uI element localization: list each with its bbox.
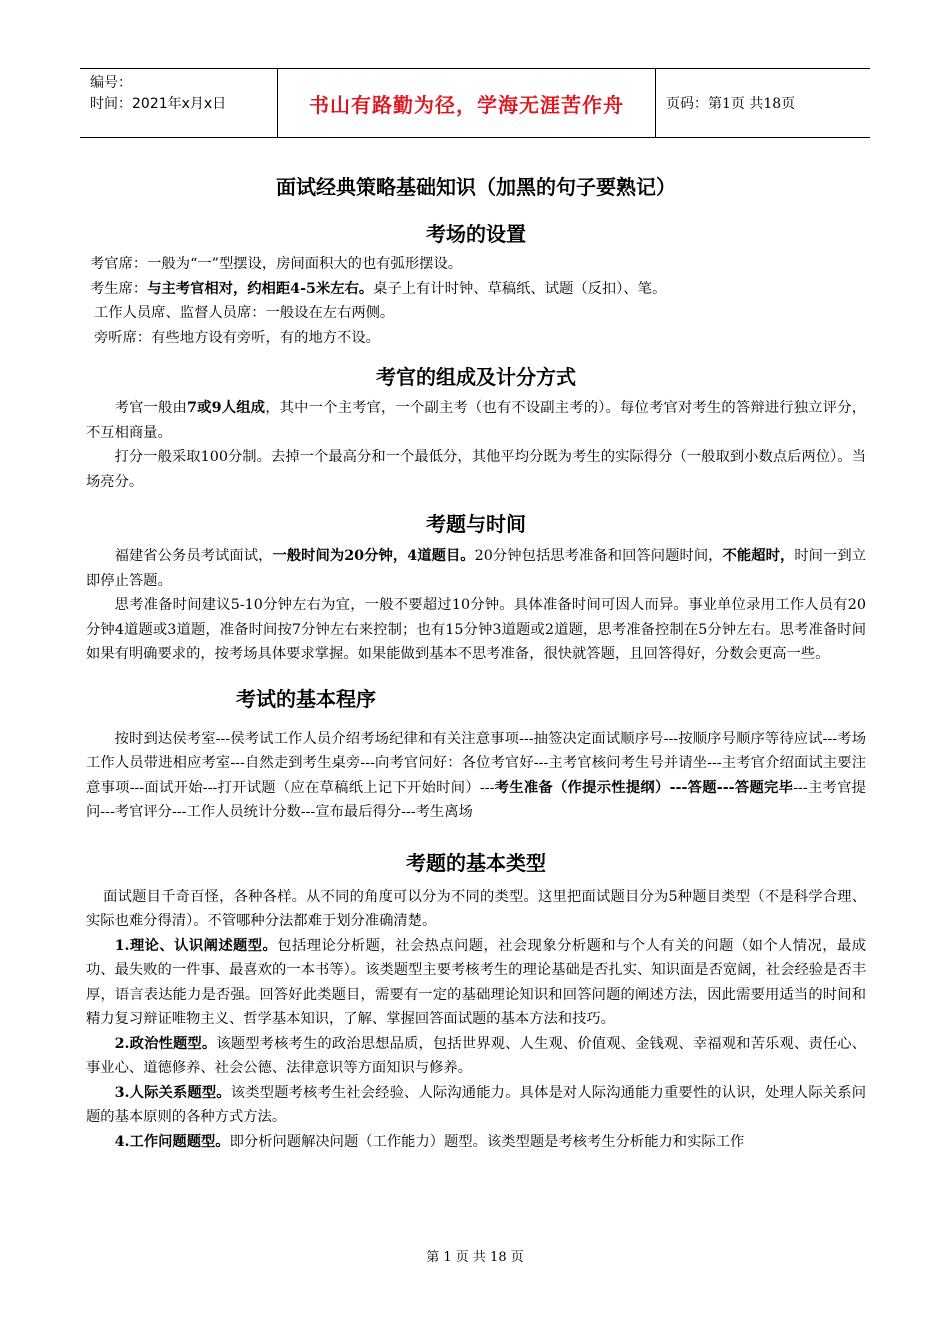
document-body	[86, 170, 866, 1154]
section-heading-venue: 考场的设置	[426, 222, 526, 246]
examiners-paragraph-1: 考官一般由7或9人组成，其中一个主考官，一个副主考（也有不设副主考的）。每位考官对考生的答辩进行独立评分，不互相商量。	[86, 400, 866, 441]
venue-line-audience: 旁听席：有些地方设有旁听，有的地方不设。	[94, 329, 380, 346]
examiners-paragraph-2: 打分一般采取100分制。去掉一个最高分和一个最低分，其他平均分既为考生的实际得分（一般取到小数点后两位）。当场亮分。	[86, 449, 866, 490]
header-meta	[80, 69, 278, 137]
types-intro: 面试题目千奇百怪，各种各样。从不同的角度可以分为不同的类型。这里把面试题目分为5种题目类型（不是科学合理、实际也难分得清）。不管哪种分法都难于划分准确清楚。	[86, 888, 866, 929]
section-heading-types: 考题的基本类型	[406, 850, 546, 875]
document-title: 面试经典策略基础知识（加黑的句子要熟记）	[276, 175, 676, 199]
section-heading-time: 考题与时间	[426, 512, 526, 536]
procedure-paragraph: 按时到达侯考室---侯考试工作人员介绍考场纪律和有关注意事项---抽签决定面试顺序号---按顺序号顺序等待应试---考场工作人员带进相应考室---自然走到考生桌旁---向考官问好：各位考官好---主考官核问考生号并请坐---主考官介绍面试主要注意事项---面试开始---打开试题（应在草稿纸上记下开始时间）---考生准备（作提示性提纲）---答题---答题完毕---主考官提问---考官评分---工作人员统计分数---宣布最后得分---考生离场	[86, 730, 866, 820]
type-1-theory: 1.理论、认识阐述题型。包括理论分析题，社会热点问题，社会现象分析题和与个人有关的问题（如个人情况，最成功、最失败的一件事、最喜欢的一本书等）。该类题型主要考核考生的理论基础是否扎实、知识面是否宽阔，社会经验是否丰厚，语言表达能力是否强。回答好此类题目，需要有一定的基础理论知识和回答问题的阐述方法，因此需要用适当的时间和精力复习辩证唯物主义、哲学基本知识，了解、掌握回答面试题的基本方法和技巧。	[86, 937, 866, 1027]
type-4-work: 4.工作问题题型。即分析问题解决问题（工作能力）题型。该类型题是考核考生分析能力和实际工作	[114, 1133, 745, 1150]
type-3-interpersonal: 3.人际关系题型。该类型题考核考生社会经验、人际沟通能力。具体是对人际沟通能力重要性的认识，处理人际关系问题的基本原则的各种方式方法。	[86, 1084, 866, 1125]
time-label: 时间：2021年x月x日	[90, 96, 227, 112]
page-footer: 第 1 页 共 18 页	[426, 1250, 524, 1265]
section-heading-examiners: 考官的组成及计分方式	[376, 365, 576, 389]
type-2-political: 2.政治性题型。该题型考核考生的政治思想品质，包括世界观、人生观、价值观、金钱观、幸福观和苦乐观、责任心、事业心、道德修养、社会公德、法律意识等方面知识与修养。	[86, 1035, 866, 1076]
section-heading-procedure: 考试的基本程序	[236, 686, 376, 711]
venue-line-staff: 工作人员席、监督人员席：一般设在左右两侧。	[94, 305, 395, 321]
time-paragraph-1: 福建省公务员考试面试，一般时间为20分钟，4道题目。20分钟包括思考准备和回答问题时间，不能超时，时间一到立即停止答题。	[86, 548, 867, 589]
venue-line-examiner: 考官席：一般为“一”型摆设，房间面积大的也有弧形摆设。	[90, 256, 463, 272]
header-page-info: 页码：第1页 共18页	[666, 96, 796, 112]
time-paragraph-2: 思考准备时间建议5-10分钟左右为宜，一般不要超过10分钟。具体准备时间可因人而异。事业单位录用工作人员有20分钟4道题或3道题，准备时间按7分钟左右来控制；也有15分钟3道题或2道题，思考准备控制在5分钟左右。思考准备时间如果有明确要求的，按考场具体要求掌握。如果能做到基本不思考准备，很快就答题，且回答得好，分数会更高一些。	[86, 597, 866, 662]
page-header	[80, 68, 870, 138]
header-motto: 书山有路勤为径，学海无涯苦作舟	[278, 69, 656, 137]
number-label: 编号：	[90, 75, 132, 91]
venue-line-candidate: 考生席：与主考官相对，约相距4-5米左右。桌子上有计时钟、草稿纸、试题（反扣）、笔。	[90, 280, 667, 297]
